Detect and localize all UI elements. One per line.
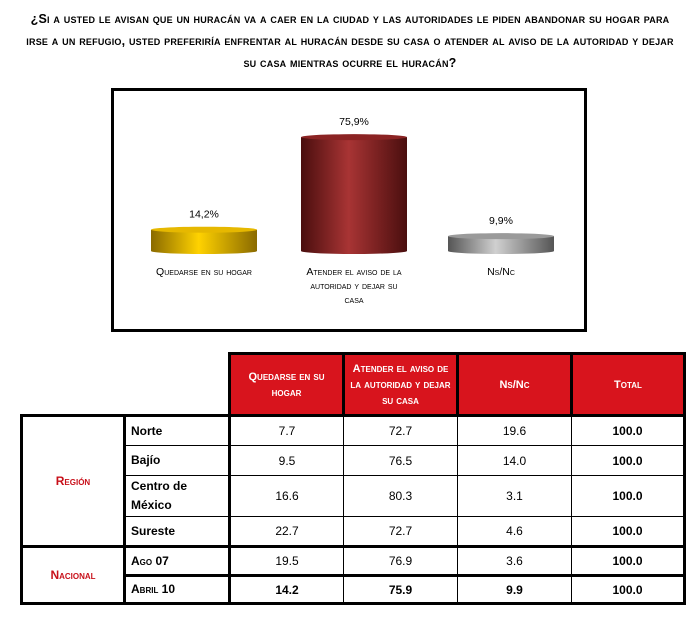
- header-nsnc: Ns/Nc: [458, 354, 572, 416]
- table-row: [22, 547, 685, 576]
- cell-value: 14.2: [230, 576, 344, 604]
- category-label: Atender el aviso de la: [306, 266, 402, 278]
- chart-svg: [114, 91, 584, 329]
- cell-value: 22.7: [230, 517, 344, 547]
- results-table: [20, 352, 686, 605]
- bar-value-label: 75,9%: [339, 116, 369, 129]
- cell-value: 3.6: [458, 547, 572, 576]
- cell-value: 19.5: [230, 547, 344, 576]
- bar-chart: [111, 88, 587, 332]
- cell-total: 100.0: [572, 416, 685, 446]
- header-quedarse: Quedarse en su hogar: [230, 354, 344, 416]
- row-label: Norte: [125, 416, 230, 446]
- row-label: Ago 07: [125, 547, 230, 576]
- cell-total: 100.0: [572, 517, 685, 547]
- cell-total: 100.0: [572, 547, 685, 576]
- question-title: ¿Si a usted le avisan que un huracán va a caer en la ciudad y las autoridades le piden abandonar su hogar para irse a un refugio, usted preferiría enfrentar al huracán desde su casa o atender al aviso de la autoridad y dejar su casa mientras ocurre el huracán?: [26, 12, 674, 70]
- group-label-region: Región: [22, 416, 125, 547]
- cell-value: 72.7: [344, 416, 458, 446]
- bar-2: [301, 134, 407, 254]
- row-label: Abril 10: [125, 576, 230, 604]
- cell-value: 3.1: [458, 476, 572, 517]
- cell-value: 9.9: [458, 576, 572, 604]
- cell-value: 4.6: [458, 517, 572, 547]
- bar-1: [151, 227, 257, 254]
- bar-3: [448, 233, 554, 254]
- row-label: Centro de México: [125, 476, 230, 517]
- cell-value: 19.6: [458, 416, 572, 446]
- category-label: casa: [344, 294, 364, 306]
- cell-value: 76.5: [344, 446, 458, 476]
- header-atender: Atender el aviso de la autoridad y dejar su casa: [344, 354, 458, 416]
- cell-value: 80.3: [344, 476, 458, 517]
- row-label: Bajío: [125, 446, 230, 476]
- bar-value-label: 9,9%: [489, 215, 513, 228]
- header-blank: [22, 354, 230, 416]
- cell-value: 72.7: [344, 517, 458, 547]
- category-label: Ns/Nc: [487, 266, 515, 278]
- cell-value: 75.9: [344, 576, 458, 604]
- cell-total: 100.0: [572, 576, 685, 604]
- cell-value: 9.5: [230, 446, 344, 476]
- cell-value: 76.9: [344, 547, 458, 576]
- row-label: Sureste: [125, 517, 230, 547]
- cell-value: 14.0: [458, 446, 572, 476]
- cell-value: 16.6: [230, 476, 344, 517]
- cell-total: 100.0: [572, 476, 685, 517]
- cell-total: 100.0: [572, 446, 685, 476]
- category-label: autoridad y dejar su: [310, 280, 398, 292]
- header-total: Total: [572, 354, 685, 416]
- group-label-nacional: Nacional: [22, 547, 125, 604]
- cell-value: 7.7: [230, 416, 344, 446]
- bar-value-label: 14,2%: [189, 208, 219, 221]
- table-row: [22, 416, 685, 446]
- table-header-row: [22, 354, 685, 416]
- category-label: Quedarse en su hogar: [156, 266, 252, 278]
